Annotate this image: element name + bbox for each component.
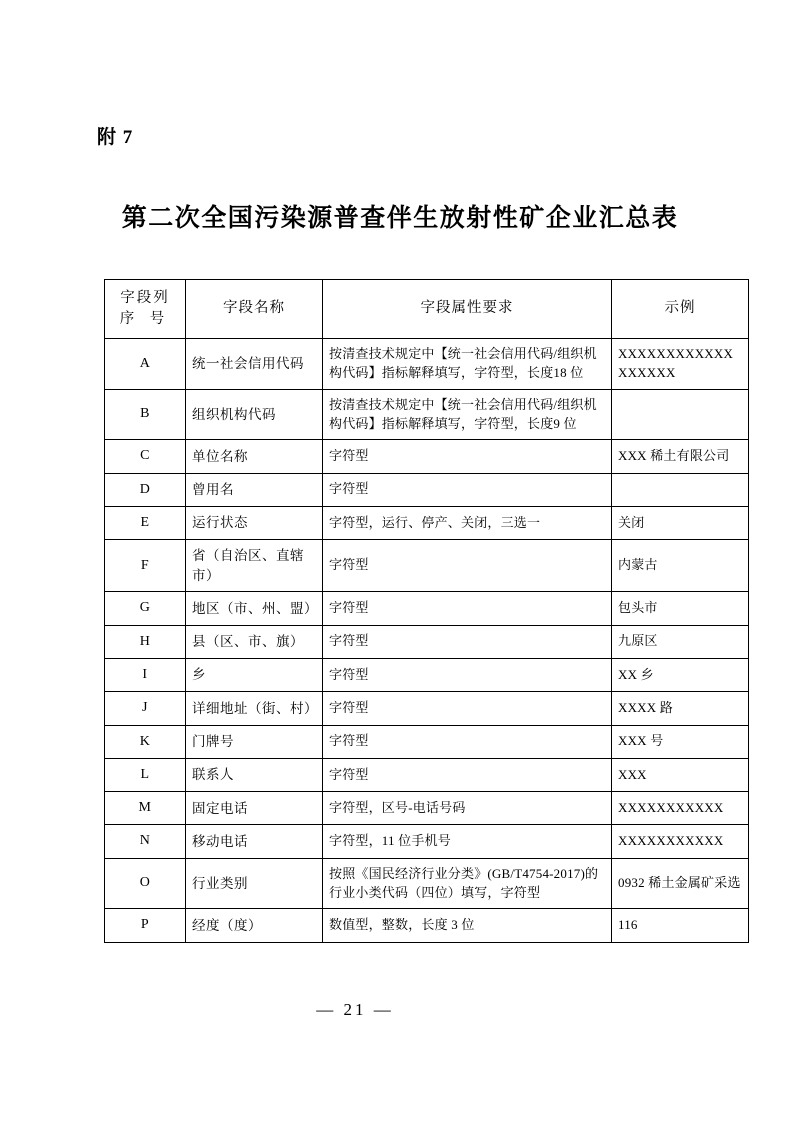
cell-field-name: 统一社会信用代码: [186, 339, 323, 390]
table-row: [105, 540, 749, 592]
table-row: [105, 625, 749, 658]
cell-sequence: K: [105, 725, 186, 758]
cell-field-name: 单位名称: [186, 440, 323, 473]
table-row: [105, 725, 749, 758]
cell-field-example: 116: [612, 909, 749, 942]
table-row: [105, 792, 749, 825]
cell-sequence: H: [105, 625, 186, 658]
column-header-sequence: [105, 280, 186, 339]
cell-field-attribute: 字符型: [323, 473, 612, 506]
table-row: [105, 825, 749, 858]
table-row: [105, 339, 749, 390]
cell-sequence: M: [105, 792, 186, 825]
cell-field-example: 内蒙古: [612, 540, 749, 592]
table-row: [105, 909, 749, 942]
cell-sequence: L: [105, 758, 186, 791]
cell-field-example: 九原区: [612, 625, 749, 658]
cell-field-name: 组织机构代码: [186, 389, 323, 440]
cell-field-example: 关闭: [612, 506, 749, 539]
table-row: [105, 473, 749, 506]
cell-field-example: XXX 稀土有限公司: [612, 440, 749, 473]
cell-sequence: E: [105, 506, 186, 539]
cell-field-example: XXXXXXXXXXXXXXXXXX: [612, 339, 749, 390]
cell-field-name: 曾用名: [186, 473, 323, 506]
cell-field-name: 地区（市、州、盟）: [186, 592, 323, 625]
cell-field-attribute: 字符型: [323, 592, 612, 625]
cell-field-attribute: 字符型: [323, 540, 612, 592]
table-row: [105, 440, 749, 473]
cell-field-attribute: 按照《国民经济行业分类》(GB/T4754-2017)的行业小类代码（四位）填写，字符型: [323, 858, 612, 909]
fields-table-container: [104, 279, 741, 943]
cell-sequence: D: [105, 473, 186, 506]
cell-field-example: XXXX 路: [612, 692, 749, 725]
cell-field-example: 包头市: [612, 592, 749, 625]
cell-field-name: 门牌号: [186, 725, 323, 758]
cell-sequence: B: [105, 389, 186, 440]
cell-field-example: [612, 389, 749, 440]
cell-field-attribute: 字符型，11 位手机号: [323, 825, 612, 858]
cell-field-attribute: 按清查技术规定中【统一社会信用代码/组织机构代码】指标解释填写，字符型，长度18 位: [323, 339, 612, 390]
cell-field-name: 联系人: [186, 758, 323, 791]
table-header-row: [105, 280, 749, 339]
cell-sequence: N: [105, 825, 186, 858]
cell-field-example: XXXXXXXXXXX: [612, 792, 749, 825]
attachment-label: 附 7: [97, 127, 134, 148]
cell-field-example: XX 乡: [612, 658, 749, 691]
column-header-attribute: 字段属性要求: [323, 280, 612, 339]
cell-field-example: 0932 稀土金属矿采选: [612, 858, 749, 909]
cell-field-name: 乡: [186, 658, 323, 691]
cell-field-attribute: 字符型: [323, 758, 612, 791]
column-header-sequence-line1: 字段列: [120, 289, 170, 306]
cell-field-attribute: 字符型: [323, 692, 612, 725]
cell-sequence: F: [105, 540, 186, 592]
cell-field-attribute: 字符型: [323, 725, 612, 758]
column-header-example: 示例: [612, 280, 749, 339]
cell-sequence: P: [105, 909, 186, 942]
cell-field-name: 行业类别: [186, 858, 323, 909]
table-row: [105, 692, 749, 725]
column-header-name: 字段名称: [186, 280, 323, 339]
cell-field-name: 详细地址（街、村）: [186, 692, 323, 725]
cell-field-name: 运行状态: [186, 506, 323, 539]
cell-field-example: XXX: [612, 758, 749, 791]
cell-field-example: XXX 号: [612, 725, 749, 758]
cell-field-attribute: 字符型: [323, 625, 612, 658]
cell-field-attribute: 字符型，运行、停产、关闭，三选一: [323, 506, 612, 539]
table-row: [105, 658, 749, 691]
cell-sequence: O: [105, 858, 186, 909]
table-row: [105, 858, 749, 909]
cell-field-attribute: 字符型: [323, 440, 612, 473]
cell-field-name: 移动电话: [186, 825, 323, 858]
table-row: [105, 389, 749, 440]
cell-sequence: G: [105, 592, 186, 625]
cell-field-example: [612, 473, 749, 506]
cell-field-attribute: 数值型，整数，长度 3 位: [323, 909, 612, 942]
cell-field-name: 经度（度）: [186, 909, 323, 942]
fields-table: [104, 279, 749, 943]
cell-field-attribute: 字符型，区号-电话号码: [323, 792, 612, 825]
cell-sequence: J: [105, 692, 186, 725]
column-header-sequence-line2: 序 号: [119, 311, 171, 327]
cell-sequence: C: [105, 440, 186, 473]
cell-field-name: 县（区、市、旗）: [186, 625, 323, 658]
cell-field-attribute: 字符型: [323, 658, 612, 691]
table-body: [105, 339, 749, 943]
page-title: 第二次全国污染源普查伴生放射性矿企业汇总表: [121, 205, 679, 232]
table-row: [105, 592, 749, 625]
cell-field-attribute: 按清查技术规定中【统一社会信用代码/组织机构代码】指标解释填写，字符型，长度9 位: [323, 389, 612, 440]
cell-field-name: 省（自治区、直辖市）: [186, 540, 323, 592]
page-number: — 21 —: [316, 1000, 394, 1019]
table-row: [105, 758, 749, 791]
table-row: [105, 506, 749, 539]
table-header: [105, 280, 749, 339]
cell-field-name: 固定电话: [186, 792, 323, 825]
cell-sequence: I: [105, 658, 186, 691]
cell-sequence: A: [105, 339, 186, 390]
cell-field-example: XXXXXXXXXXX: [612, 825, 749, 858]
